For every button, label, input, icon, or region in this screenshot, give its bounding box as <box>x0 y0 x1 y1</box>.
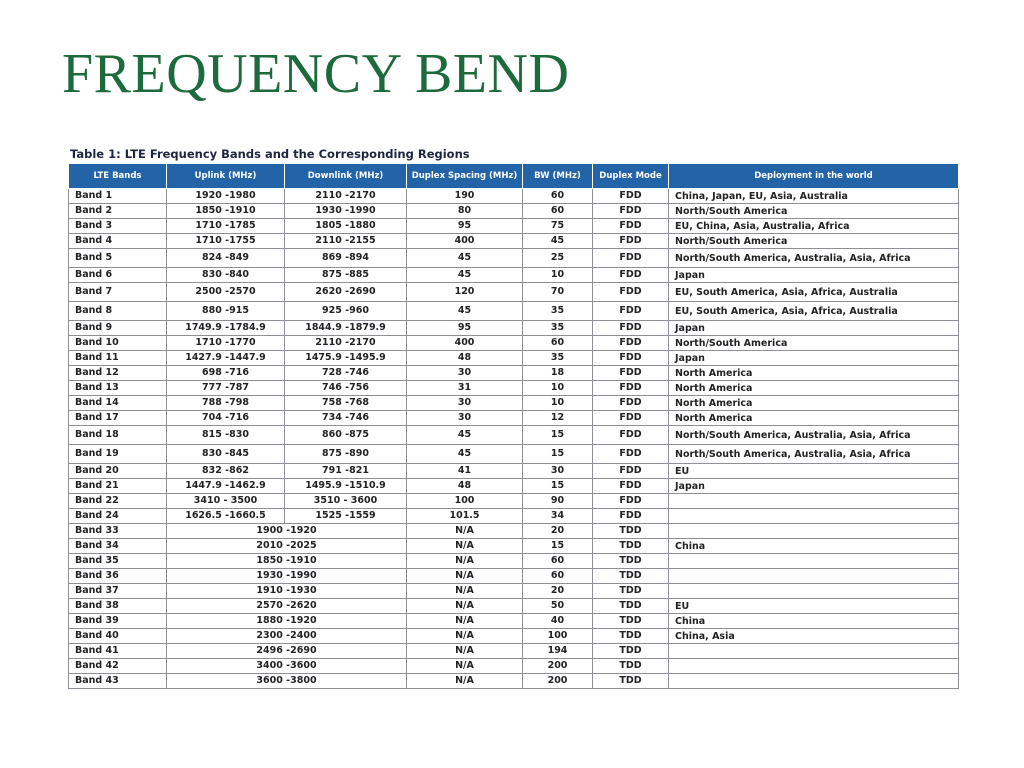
cell-bw: 30 <box>523 464 593 479</box>
cell-downlink: 3510 - 3600 <box>285 494 407 509</box>
table-row <box>69 644 959 659</box>
cell-frequency-range: 1910 -1930 <box>167 584 407 599</box>
table-row <box>69 219 959 234</box>
cell-duplex-mode: FDD <box>593 321 669 336</box>
cell-bw: 15 <box>523 445 593 464</box>
cell-bw: 60 <box>523 189 593 204</box>
cell-duplex-mode: TDD <box>593 674 669 689</box>
table-row <box>69 445 959 464</box>
cell-duplex-mode: TDD <box>593 614 669 629</box>
cell-bw: 25 <box>523 249 593 268</box>
cell-band: Band 11 <box>69 351 167 366</box>
cell-band: Band 38 <box>69 599 167 614</box>
cell-uplink: 1710 -1770 <box>167 336 285 351</box>
table-row <box>69 249 959 268</box>
cell-deployment: North/South America <box>669 204 959 219</box>
cell-band: Band 17 <box>69 411 167 426</box>
cell-frequency-range: 1900 -1920 <box>167 524 407 539</box>
cell-downlink: 2110 -2155 <box>285 234 407 249</box>
cell-band: Band 6 <box>69 268 167 283</box>
cell-duplex-mode: FDD <box>593 219 669 234</box>
cell-deployment: EU, China, Asia, Australia, Africa <box>669 219 959 234</box>
cell-deployment <box>669 509 959 524</box>
cell-uplink: 788 -798 <box>167 396 285 411</box>
header-downlink: Downlink (MHz) <box>285 164 407 189</box>
table-row <box>69 204 959 219</box>
cell-deployment: Japan <box>669 479 959 494</box>
cell-bw: 200 <box>523 674 593 689</box>
cell-deployment: China <box>669 539 959 554</box>
table-row <box>69 629 959 644</box>
cell-uplink: 880 -915 <box>167 302 285 321</box>
cell-band: Band 22 <box>69 494 167 509</box>
cell-uplink: 830 -845 <box>167 445 285 464</box>
cell-band: Band 34 <box>69 539 167 554</box>
cell-bw: 10 <box>523 396 593 411</box>
cell-duplex-mode: FDD <box>593 351 669 366</box>
lte-table-figure <box>68 146 958 689</box>
cell-duplex-spacing: 120 <box>407 283 523 302</box>
cell-duplex-spacing: N/A <box>407 554 523 569</box>
table-row <box>69 396 959 411</box>
cell-bw: 200 <box>523 659 593 674</box>
cell-duplex-mode: TDD <box>593 539 669 554</box>
cell-downlink: 875 -890 <box>285 445 407 464</box>
cell-frequency-range: 2300 -2400 <box>167 629 407 644</box>
cell-deployment <box>669 494 959 509</box>
cell-bw: 60 <box>523 569 593 584</box>
cell-duplex-mode: TDD <box>593 554 669 569</box>
table-row <box>69 381 959 396</box>
table-row <box>69 366 959 381</box>
header-duplex-spacing: Duplex Spacing (MHz) <box>407 164 523 189</box>
cell-deployment: Japan <box>669 268 959 283</box>
cell-frequency-range: 2570 -2620 <box>167 599 407 614</box>
cell-duplex-mode: FDD <box>593 234 669 249</box>
cell-duplex-mode: FDD <box>593 445 669 464</box>
table-row <box>69 584 959 599</box>
table-row <box>69 351 959 366</box>
cell-band: Band 43 <box>69 674 167 689</box>
cell-frequency-range: 3400 -3600 <box>167 659 407 674</box>
cell-duplex-spacing: 30 <box>407 411 523 426</box>
table-row <box>69 599 959 614</box>
cell-downlink: 1525 -1559 <box>285 509 407 524</box>
cell-duplex-mode: FDD <box>593 464 669 479</box>
cell-band: Band 13 <box>69 381 167 396</box>
cell-band: Band 21 <box>69 479 167 494</box>
cell-bw: 40 <box>523 614 593 629</box>
cell-downlink: 1475.9 -1495.9 <box>285 351 407 366</box>
cell-deployment: North/South America <box>669 336 959 351</box>
cell-bw: 194 <box>523 644 593 659</box>
cell-deployment <box>669 569 959 584</box>
cell-uplink: 824 -849 <box>167 249 285 268</box>
cell-band: Band 37 <box>69 584 167 599</box>
cell-bw: 60 <box>523 204 593 219</box>
table-row <box>69 302 959 321</box>
cell-bw: 100 <box>523 629 593 644</box>
cell-uplink: 1749.9 -1784.9 <box>167 321 285 336</box>
cell-duplex-spacing: 100 <box>407 494 523 509</box>
cell-downlink: 1844.9 -1879.9 <box>285 321 407 336</box>
cell-uplink: 2500 -2570 <box>167 283 285 302</box>
cell-duplex-mode: FDD <box>593 381 669 396</box>
cell-duplex-spacing: 45 <box>407 268 523 283</box>
cell-deployment: China, Asia <box>669 629 959 644</box>
cell-bw: 18 <box>523 366 593 381</box>
cell-frequency-range: 2496 -2690 <box>167 644 407 659</box>
cell-deployment: North America <box>669 366 959 381</box>
cell-deployment: North/South America <box>669 234 959 249</box>
cell-band: Band 14 <box>69 396 167 411</box>
cell-downlink: 746 -756 <box>285 381 407 396</box>
cell-duplex-mode: TDD <box>593 524 669 539</box>
cell-deployment: North/South America, Australia, Asia, Africa <box>669 426 959 445</box>
cell-duplex-mode: FDD <box>593 366 669 381</box>
cell-duplex-mode: TDD <box>593 569 669 584</box>
table-row <box>69 268 959 283</box>
cell-band: Band 36 <box>69 569 167 584</box>
cell-bw: 20 <box>523 584 593 599</box>
cell-duplex-spacing: 80 <box>407 204 523 219</box>
cell-duplex-spacing: 48 <box>407 351 523 366</box>
header-duplex-mode: Duplex Mode <box>593 164 669 189</box>
cell-duplex-mode: FDD <box>593 509 669 524</box>
cell-downlink: 1805 -1880 <box>285 219 407 234</box>
table-row <box>69 479 959 494</box>
cell-frequency-range: 2010 -2025 <box>167 539 407 554</box>
cell-duplex-spacing: N/A <box>407 614 523 629</box>
cell-duplex-spacing: N/A <box>407 539 523 554</box>
header-uplink: Uplink (MHz) <box>167 164 285 189</box>
cell-duplex-mode: TDD <box>593 629 669 644</box>
cell-duplex-spacing: N/A <box>407 629 523 644</box>
cell-band: Band 7 <box>69 283 167 302</box>
cell-bw: 35 <box>523 321 593 336</box>
cell-band: Band 42 <box>69 659 167 674</box>
cell-downlink: 925 -960 <box>285 302 407 321</box>
cell-downlink: 2620 -2690 <box>285 283 407 302</box>
cell-downlink: 860 -875 <box>285 426 407 445</box>
header-lte-bands: LTE Bands <box>69 164 167 189</box>
cell-band: Band 1 <box>69 189 167 204</box>
table-row <box>69 426 959 445</box>
cell-duplex-mode: FDD <box>593 479 669 494</box>
cell-deployment: North America <box>669 411 959 426</box>
cell-duplex-mode: FDD <box>593 411 669 426</box>
cell-uplink: 698 -716 <box>167 366 285 381</box>
cell-bw: 50 <box>523 599 593 614</box>
cell-band: Band 2 <box>69 204 167 219</box>
cell-duplex-spacing: 190 <box>407 189 523 204</box>
cell-duplex-mode: FDD <box>593 249 669 268</box>
cell-band: Band 10 <box>69 336 167 351</box>
cell-downlink: 2110 -2170 <box>285 189 407 204</box>
cell-duplex-spacing: N/A <box>407 644 523 659</box>
cell-bw: 60 <box>523 554 593 569</box>
cell-deployment <box>669 524 959 539</box>
cell-duplex-spacing: N/A <box>407 524 523 539</box>
cell-duplex-spacing: 400 <box>407 234 523 249</box>
cell-duplex-mode: FDD <box>593 268 669 283</box>
cell-duplex-mode: FDD <box>593 189 669 204</box>
cell-bw: 60 <box>523 336 593 351</box>
cell-uplink: 777 -787 <box>167 381 285 396</box>
cell-deployment: EU, South America, Asia, Africa, Australia <box>669 302 959 321</box>
cell-deployment: Japan <box>669 351 959 366</box>
cell-duplex-mode: TDD <box>593 644 669 659</box>
header-deployment: Deployment in the world <box>669 164 959 189</box>
cell-deployment <box>669 644 959 659</box>
cell-deployment <box>669 584 959 599</box>
table-row <box>69 283 959 302</box>
cell-band: Band 3 <box>69 219 167 234</box>
cell-deployment: North America <box>669 396 959 411</box>
cell-duplex-mode: FDD <box>593 283 669 302</box>
table-row <box>69 554 959 569</box>
cell-duplex-spacing: 45 <box>407 302 523 321</box>
table-caption: Table 1: LTE Frequency Bands and the Corresponding Regions <box>70 147 470 161</box>
cell-uplink: 1626.5 -1660.5 <box>167 509 285 524</box>
cell-duplex-spacing: 45 <box>407 426 523 445</box>
cell-downlink: 1930 -1990 <box>285 204 407 219</box>
table-row <box>69 464 959 479</box>
cell-duplex-spacing: 45 <box>407 445 523 464</box>
table-body <box>69 189 959 689</box>
cell-duplex-spacing: 400 <box>407 336 523 351</box>
header-bw: BW (MHz) <box>523 164 593 189</box>
cell-duplex-spacing: 30 <box>407 396 523 411</box>
cell-duplex-mode: TDD <box>593 659 669 674</box>
cell-bw: 15 <box>523 426 593 445</box>
cell-uplink: 830 -840 <box>167 268 285 283</box>
cell-duplex-spacing: 30 <box>407 366 523 381</box>
cell-deployment: EU <box>669 464 959 479</box>
cell-deployment: EU <box>669 599 959 614</box>
cell-frequency-range: 1850 -1910 <box>167 554 407 569</box>
cell-bw: 12 <box>523 411 593 426</box>
table-row <box>69 189 959 204</box>
table-row <box>69 659 959 674</box>
cell-deployment: Japan <box>669 321 959 336</box>
cell-uplink: 1710 -1755 <box>167 234 285 249</box>
cell-band: Band 35 <box>69 554 167 569</box>
table-row <box>69 411 959 426</box>
cell-deployment: EU, South America, Asia, Africa, Australia <box>669 283 959 302</box>
cell-downlink: 758 -768 <box>285 396 407 411</box>
cell-deployment <box>669 554 959 569</box>
cell-band: Band 33 <box>69 524 167 539</box>
cell-duplex-spacing: 95 <box>407 219 523 234</box>
cell-duplex-mode: TDD <box>593 584 669 599</box>
cell-deployment <box>669 659 959 674</box>
table-row <box>69 234 959 249</box>
cell-duplex-spacing: 48 <box>407 479 523 494</box>
cell-duplex-mode: FDD <box>593 396 669 411</box>
cell-frequency-range: 3600 -3800 <box>167 674 407 689</box>
cell-frequency-range: 1880 -1920 <box>167 614 407 629</box>
cell-downlink: 728 -746 <box>285 366 407 381</box>
cell-duplex-spacing: N/A <box>407 659 523 674</box>
cell-bw: 10 <box>523 268 593 283</box>
cell-bw: 20 <box>523 524 593 539</box>
cell-duplex-mode: TDD <box>593 599 669 614</box>
cell-duplex-spacing: 95 <box>407 321 523 336</box>
cell-bw: 15 <box>523 479 593 494</box>
cell-bw: 70 <box>523 283 593 302</box>
cell-downlink: 791 -821 <box>285 464 407 479</box>
cell-deployment: North America <box>669 381 959 396</box>
cell-duplex-spacing: 45 <box>407 249 523 268</box>
cell-uplink: 1427.9 -1447.9 <box>167 351 285 366</box>
cell-duplex-mode: FDD <box>593 204 669 219</box>
cell-downlink: 734 -746 <box>285 411 407 426</box>
table-row <box>69 674 959 689</box>
cell-deployment: North/South America, Australia, Asia, Africa <box>669 249 959 268</box>
cell-band: Band 4 <box>69 234 167 249</box>
cell-bw: 15 <box>523 539 593 554</box>
cell-duplex-mode: FDD <box>593 302 669 321</box>
cell-band: Band 12 <box>69 366 167 381</box>
cell-downlink: 869 -894 <box>285 249 407 268</box>
cell-bw: 45 <box>523 234 593 249</box>
cell-duplex-mode: FDD <box>593 336 669 351</box>
cell-bw: 35 <box>523 302 593 321</box>
cell-uplink: 3410 - 3500 <box>167 494 285 509</box>
cell-duplex-spacing: 41 <box>407 464 523 479</box>
cell-duplex-spacing: N/A <box>407 584 523 599</box>
cell-downlink: 1495.9 -1510.9 <box>285 479 407 494</box>
cell-band: Band 9 <box>69 321 167 336</box>
slide-title: FREQUENCY BEND <box>62 43 570 105</box>
cell-deployment <box>669 674 959 689</box>
cell-duplex-mode: FDD <box>593 494 669 509</box>
table-row <box>69 494 959 509</box>
table-row <box>69 509 959 524</box>
cell-band: Band 8 <box>69 302 167 321</box>
cell-deployment: China <box>669 614 959 629</box>
cell-bw: 35 <box>523 351 593 366</box>
cell-band: Band 39 <box>69 614 167 629</box>
cell-uplink: 815 -830 <box>167 426 285 445</box>
table-row <box>69 539 959 554</box>
table-row <box>69 524 959 539</box>
cell-band: Band 24 <box>69 509 167 524</box>
cell-downlink: 875 -885 <box>285 268 407 283</box>
cell-bw: 75 <box>523 219 593 234</box>
cell-band: Band 5 <box>69 249 167 268</box>
table-header-row <box>69 164 959 189</box>
cell-uplink: 1447.9 -1462.9 <box>167 479 285 494</box>
table-row <box>69 321 959 336</box>
cell-downlink: 2110 -2170 <box>285 336 407 351</box>
cell-band: Band 40 <box>69 629 167 644</box>
cell-band: Band 19 <box>69 445 167 464</box>
table-row <box>69 569 959 584</box>
cell-frequency-range: 1930 -1990 <box>167 569 407 584</box>
cell-duplex-spacing: N/A <box>407 569 523 584</box>
cell-uplink: 1710 -1785 <box>167 219 285 234</box>
cell-duplex-spacing: N/A <box>407 674 523 689</box>
cell-uplink: 704 -716 <box>167 411 285 426</box>
cell-duplex-spacing: 31 <box>407 381 523 396</box>
cell-duplex-spacing: N/A <box>407 599 523 614</box>
cell-deployment: China, Japan, EU, Asia, Australia <box>669 189 959 204</box>
table-row <box>69 614 959 629</box>
cell-band: Band 41 <box>69 644 167 659</box>
cell-bw: 10 <box>523 381 593 396</box>
cell-duplex-spacing: 101.5 <box>407 509 523 524</box>
lte-frequency-table <box>68 163 959 689</box>
cell-uplink: 1920 -1980 <box>167 189 285 204</box>
cell-uplink: 832 -862 <box>167 464 285 479</box>
cell-uplink: 1850 -1910 <box>167 204 285 219</box>
cell-band: Band 20 <box>69 464 167 479</box>
cell-duplex-mode: FDD <box>593 426 669 445</box>
cell-bw: 34 <box>523 509 593 524</box>
cell-bw: 90 <box>523 494 593 509</box>
table-row <box>69 336 959 351</box>
cell-deployment: North/South America, Australia, Asia, Africa <box>669 445 959 464</box>
cell-band: Band 18 <box>69 426 167 445</box>
